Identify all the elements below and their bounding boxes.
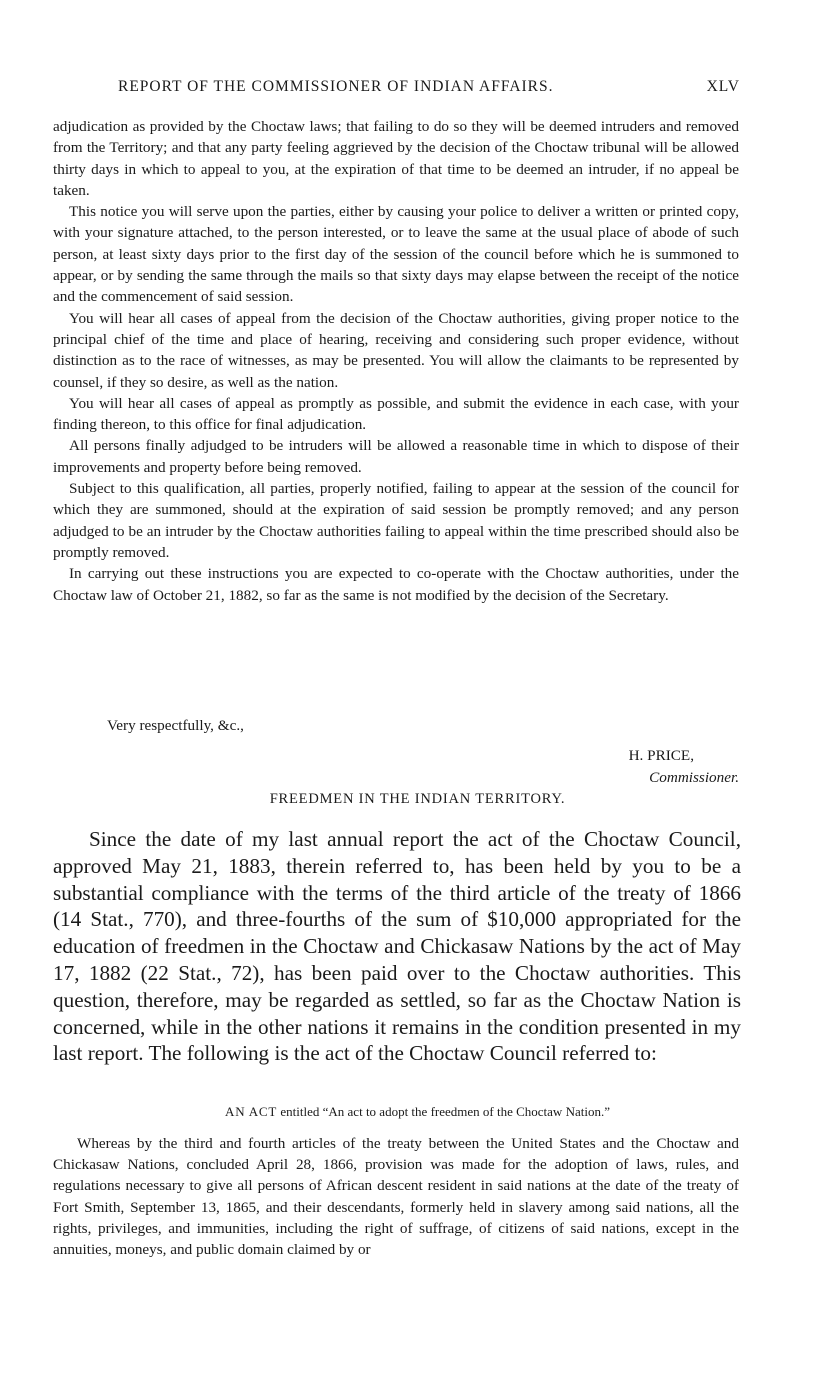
act-title — [0, 1104, 835, 1120]
section-body — [53, 826, 741, 1067]
act-paragraph: Whereas by the third and fourth articles of the treaty between the United States and the Choctaw and Chickasaw Nations, concluded April 28, 1866, provision was made for the adoption of laws, rules, and regulations necessary to give all persons of African descent resident in said nations at the date of the treaty of Fort Smith, September 13, 1865, and their descendants, formerly held in slavery among said nations, all the rights, privileges, and immunities, including the right of suffrage, of citizens of said nations, except in the annuities, moneys, and public domain claimed by or — [53, 1135, 739, 1259]
letter-paragraph: All persons finally adjudged to be intruders will be allowed a reasonable time in which to dispose of their improvements and property before being removed. — [53, 437, 739, 476]
letter-paragraph: You will hear all cases of appeal as promptly as possible, and submit the evidence in each case, with your finding thereon, to this office for final adjudication. — [53, 394, 739, 434]
letter-paragraph: Subject to this qualification, all parties, properly notified, failing to appear at the session of the council for which they are summoned, should at the expiration of said session be promptly removed; and any person adjudged to be an intruder by the Choctaw authorities failing to appeal within the time prescribed should also be promptly removed. — [53, 480, 739, 561]
act-title-prefix: AN ACT — [225, 1104, 278, 1119]
section-heading: FREEDMEN IN THE INDIAN TERRITORY. — [269, 791, 566, 807]
valediction: Very respectfully, &c., — [107, 717, 244, 734]
act-title-rest: entitled “An act to adopt the freedmen of the Choctaw Nation.” — [277, 1104, 610, 1119]
signature-title: Commissioner. — [649, 768, 739, 786]
letter-paragraph: This notice you will serve upon the parties, either by causing your police to deliver a written or printed copy, with your signature attached, to the person interested, or to leave the same at the usual place of abode of such person, at least sixty days prior to the first day of the session of the council before which he is summoned to appear, or by sending the same through the mails so that sixty days may elapse between the receipt of the notice and the commencement of said session. — [53, 203, 739, 306]
signature-name: H. PRICE, — [628, 747, 694, 765]
act-body — [53, 1133, 739, 1260]
letter-paragraph: You will hear all cases of appeal from the decision of the Choctaw authorities, giving proper notice to the principal chief of the time and place of hearing, receiving and considering such proper evidence, without distinction as to the race of witnesses, as may be presented. You will allow the claimants to be represented by counsel, if they so desire, as well as the nation. — [53, 309, 739, 391]
letter-paragraph: In carrying out these instructions you are expected to co-operate with the Choctaw authorities, under the Choctaw law of October 21, 1882, so far as the same is not modified by the decision of the Secretary. — [53, 565, 739, 604]
section-paragraph: Since the date of my last annual report the act of the Choctaw Council, approved May 21, 1883, therein referred to, has been held by you to be a substantial compliance with the terms of the third article of the treaty of 1866 (14 Stat., 770), and three-fourths of the sum of $10,000 appropriated for the education of freedmen in the Choctaw and Chickasaw Nations by the act of May 17, 1882 (22 Stat., 72), has been paid over to the Choctaw authorities. This question, therefore, may be regarded as settled, so far as the Choctaw Nation is concerned, while in the other nations it remains in the condition presented in my last report. The following is the act of the Choctaw Council referred to: — [53, 827, 741, 1066]
page-number: XLV — [706, 78, 740, 95]
letter-body — [53, 116, 739, 606]
running-header — [118, 78, 740, 96]
letter-closing — [53, 715, 739, 788]
header-title: REPORT OF THE COMMISSIONER OF INDIAN AFFAIRS. — [118, 78, 554, 95]
letter-paragraph: adjudication as provided by the Choctaw laws; that failing to do so they will be deemed intruders and removed from the Territory; and that any party feeling aggrieved by the decision of the Choctaw tribunal will be allowed thirty days in which to appeal to you, at the expiration of that time to be deemed an intruder, if no appeal be taken. — [53, 118, 739, 199]
